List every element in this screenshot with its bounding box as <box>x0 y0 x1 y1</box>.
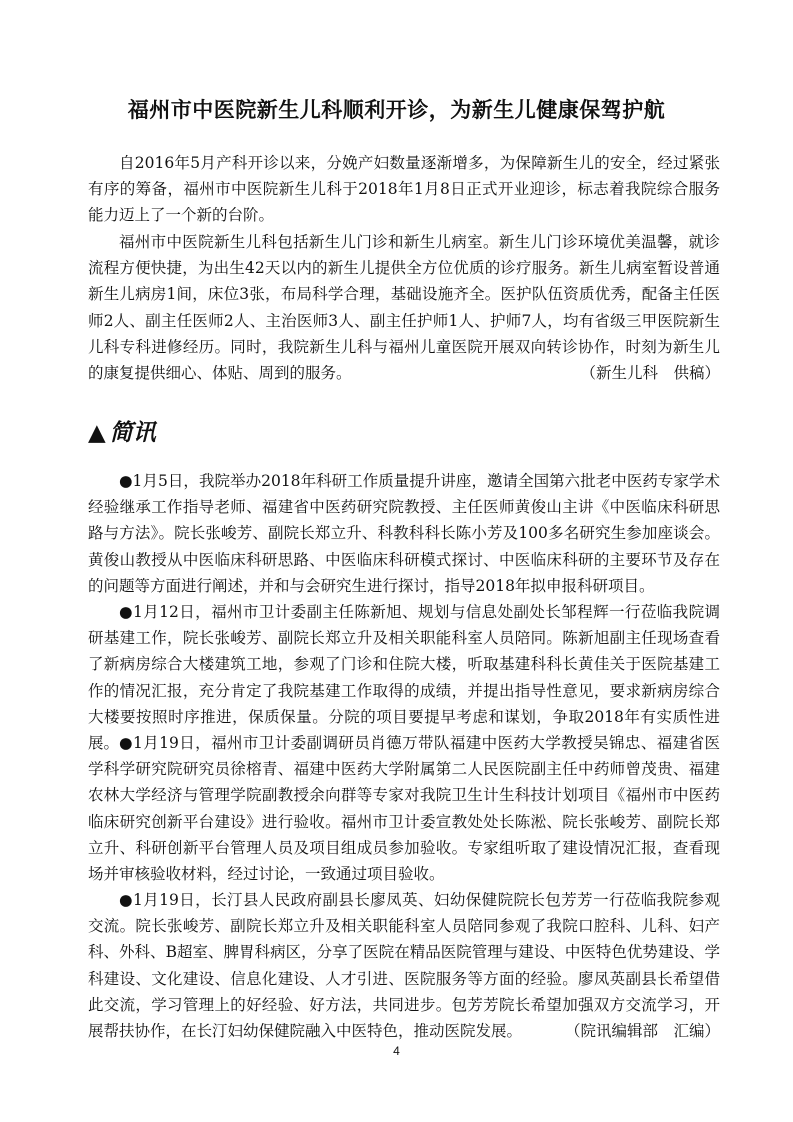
news-item-2: ●1月12日，福州市卫计委副主任陈新旭、规划与信息处副处长邹程辉一行莅临我院调研基建工作，院长张峻芳、副院长郑立升及相关职能科室人员陪同。陈新旭副主任现场查看了新病房综合大楼建筑工地，参观了门诊和住院大楼，听取基建科科长黄佳关于医院基建工作的情况汇报，充分肯定了我院基建工作取得的成绩，并提出指导性意见，要求新病房综合大楼要按照时序推进，保质保量。分院的项目要提早考虑和谋划，争取2018年有实质性进展。 <box>88 603 720 753</box>
article-paragraph-1: 自2016年5月产科开诊以来，分娩产妇数量逐渐增多，为保障新生儿的安全，经过紧张有序的筹备，福州市中医院新生儿科于2018年1月8日正式开业迎诊，标志着我院综合服务能力迈上了一个新的台阶。 <box>88 154 720 225</box>
news-item-1: ●1月5日，我院举办2018年科研工作质量提升讲座，邀请全国第六批老中医药专家学术经验继承工作指导老师、福建省中医药研究院教授、主任医师黄俊山主讲《中医临床科研思路与方法》。院长张峻芳、副院长郑立升、科教科科长陈小芳及100多名研究生参加座谈会。黄俊山教授从中医临床科研思路、中医临床科研模式探讨、中医临床科研的主要环节及存在的问题等方面进行阐述，并和与会研究生进行探讨，指导2018年拟申报科研项目。 <box>88 472 720 595</box>
article-paragraph-2 <box>88 229 720 386</box>
news-item-3: ●1月19日，福州市卫计委副调研员肖德万带队福建中医药大学教授吴锦忠、福建省医学科学研究院研究员徐榕青、福建中医药大学附属第二人民医院副主任中药师曾茂贵、福建农林大学经济与管理学院副教授余向群等专家对我院卫生计生科技计划项目《福州市中医药临床研究创新平台建设》进行验收。福州市卫计委宣教处处长陈淞、院长张峻芳、副院长郑立升、科研创新平台管理人员及项目组成员参加验收。专家组听取了建设情况汇报，查看现场并审核验收材料，经过讨论，一致通过项目验收。 <box>88 734 720 884</box>
news-item-4-text: ●1月19日，长汀县人民政府副县长廖凤英、妇幼保健院院长包芳芳一行莅临我院参观交流。院长张峻芳、副院长郑立升及相关职能科室人员陪同参观了我院口腔科、儿科、妇产科、外科、B超室、脾胃科病区，分享了医院在精品医院管理与建设、中医特色优势建设、学科建设、文化建设、信息化建设、人才引进、医院服务等方面的经验。廖凤英副县长希望借此交流，学习管理上的好经验、好方法，共同进步。包芳芳院长希望加强双方交流学习，开展帮扶协作，在长汀妇幼保健院融入中医特色，推动医院发展。 <box>88 891 720 1041</box>
triangle-marker-icon: ▲ <box>88 420 106 446</box>
section-heading <box>88 414 156 447</box>
article-paragraph-2-text: 福州市中医院新生儿科包括新生儿门诊和新生儿病室。新生儿门诊环境优美温馨，就诊流程方便快捷，为出生42天以内的新生儿提供全方位优质的诊疗服务。新生儿病室暂设普通新生儿病房1间，床位3张，布局科学合理，基础设施齐全。医护队伍资质优秀，配备主任医师2人、副主任医师2人、主治医师3人、副主任护师1人、护师7人，均有省级三甲医院新生儿科专科进修经历。同时，我院新生儿科与福州儿童医院开展双向转诊协作，时刻为新生儿的康复提供细心、体贴、周到的服务。 <box>88 233 720 383</box>
news-credit: （院讯编辑部 汇编） <box>564 1022 720 1041</box>
page-number: 4 <box>393 1044 400 1058</box>
article-credit: （新生儿科 供稿） <box>580 364 720 383</box>
section-title: 简讯 <box>109 420 156 446</box>
article-title: 福州市中医院新生儿科顺利开诊，为新生儿健康保驾护航 <box>127 98 666 122</box>
news-item-4 <box>88 887 720 1044</box>
